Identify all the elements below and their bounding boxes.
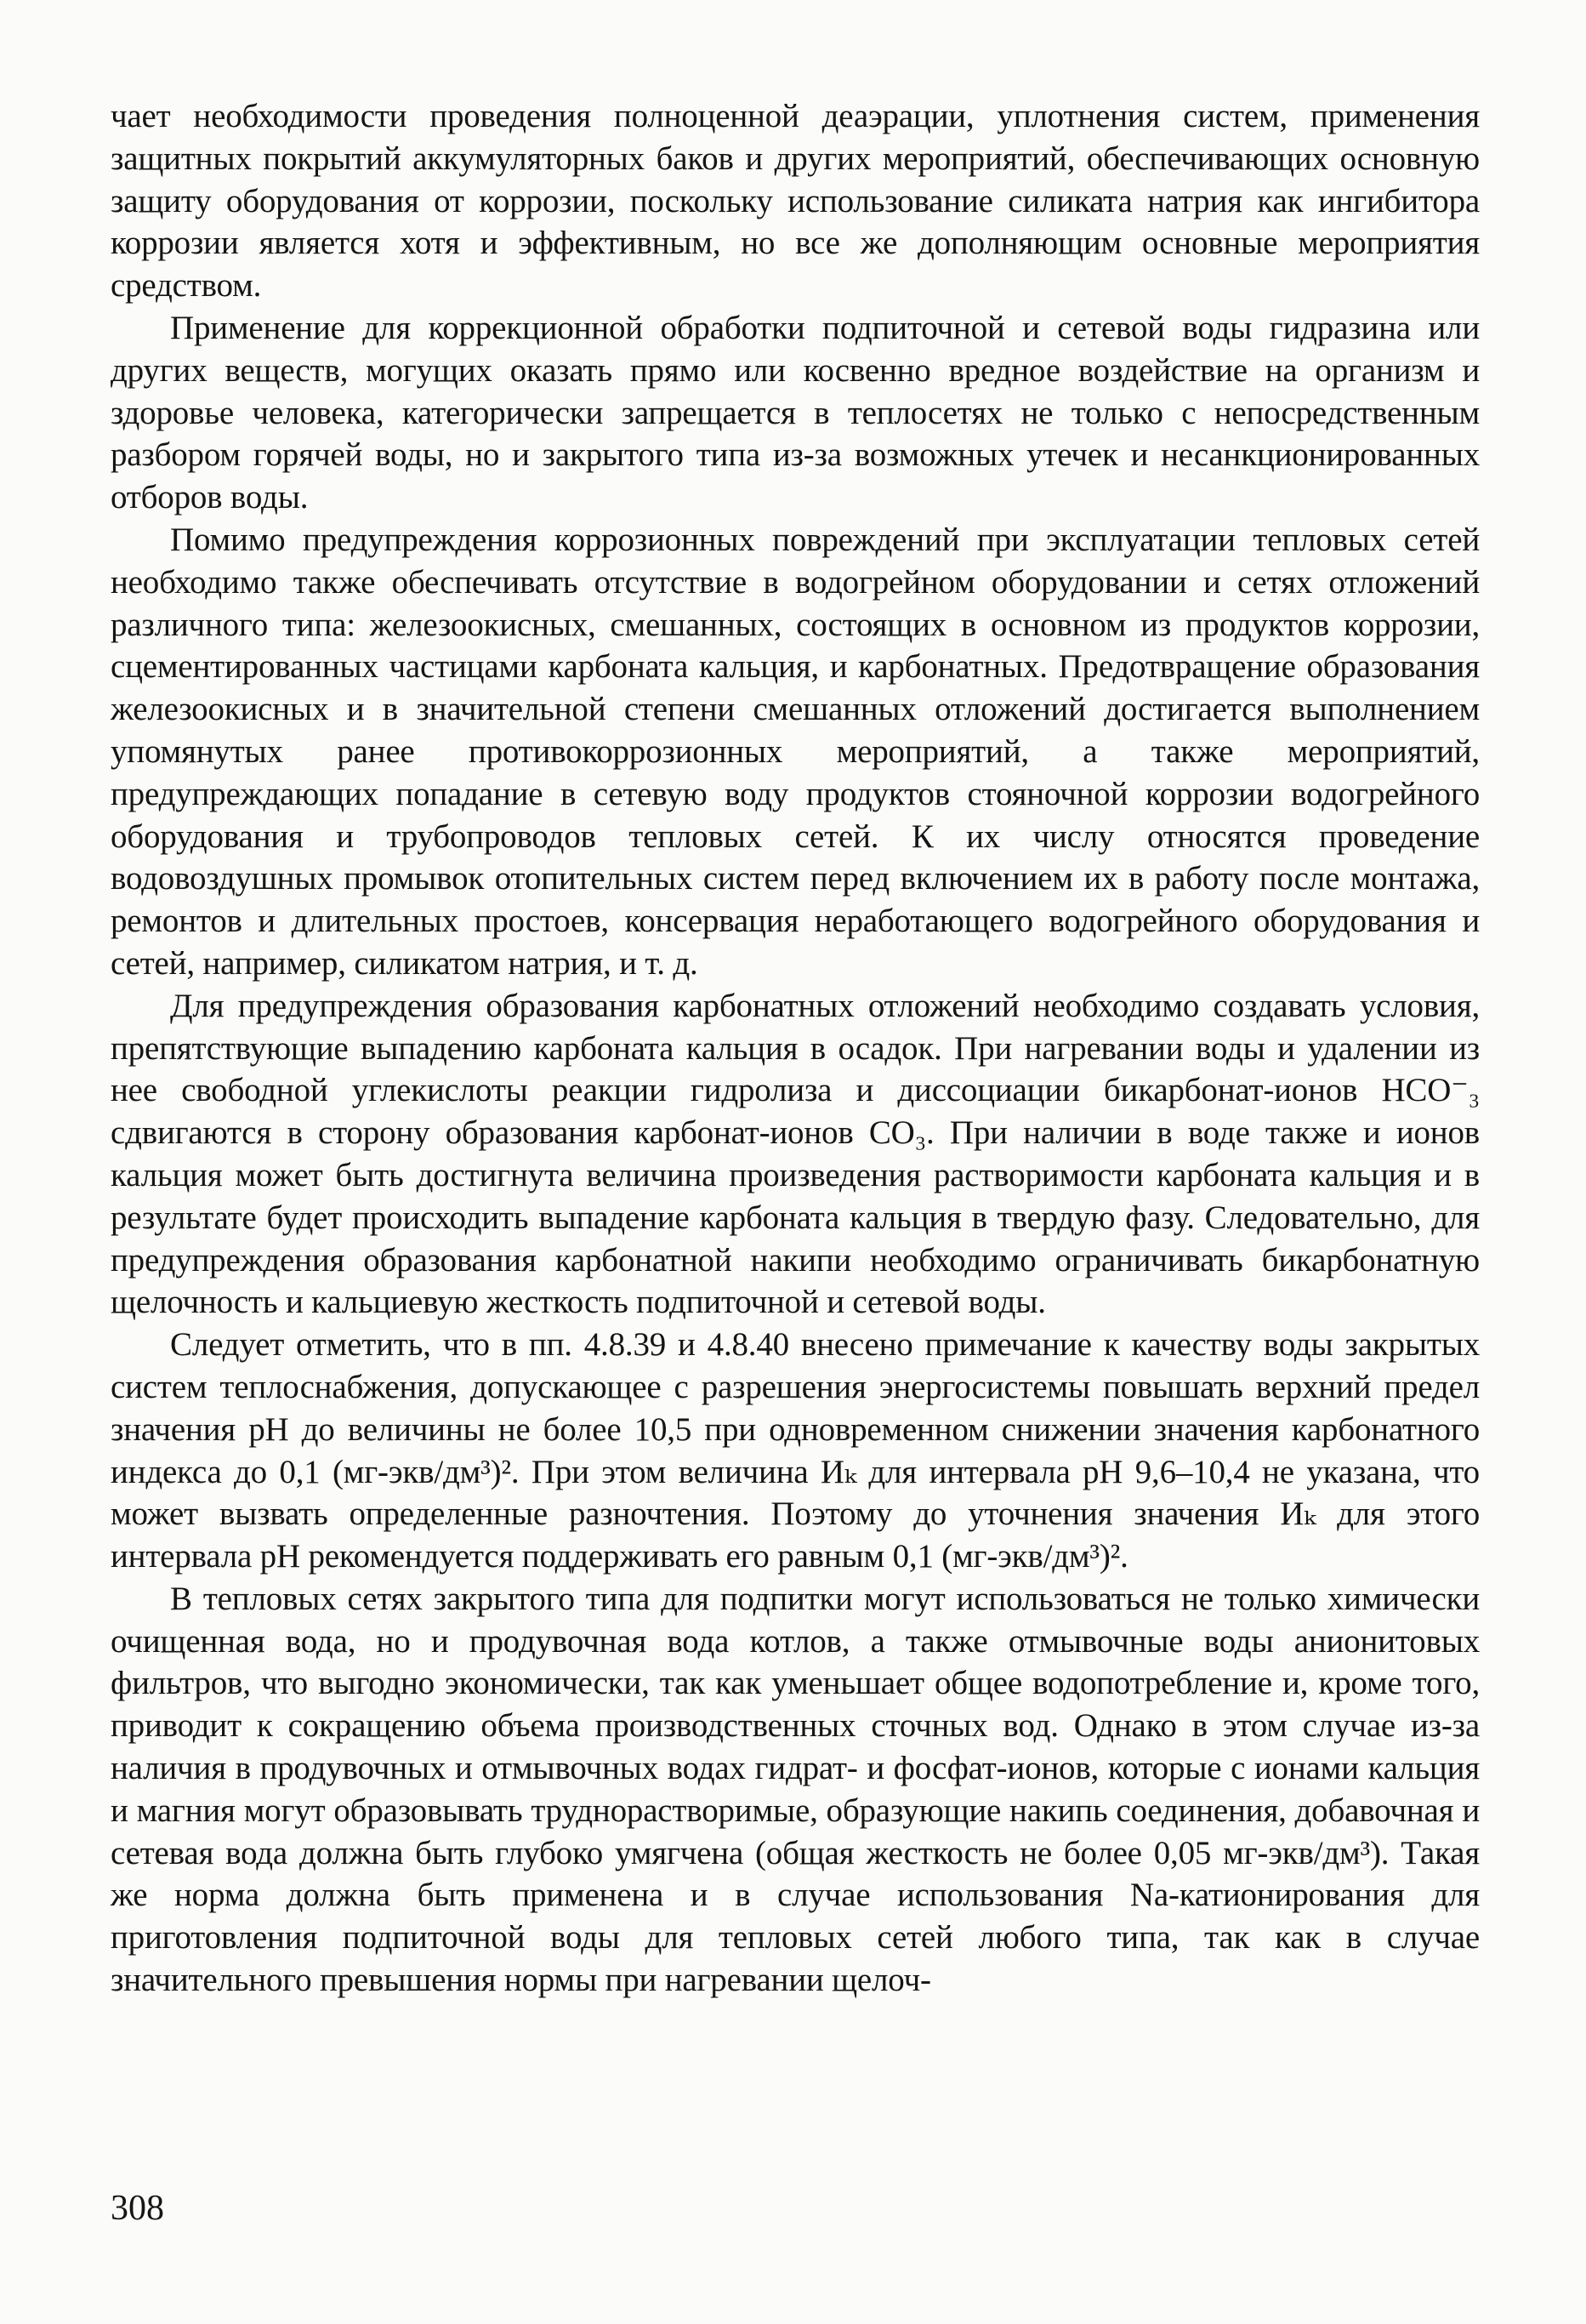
paragraph-carbonate: Для предупреждения образования карбонатных отложений необходимо создавать условия, препятствующие выпадению карбоната кальция в осадок. При нагревании воды и удалении из нее свободной углекислоты реакции гидролиза и диссоциации бикарбонат-ионов HCO⁻₃ сдвигаются в сторону образования карбонат-ионов CO₃. При наличии в воде также и ионов кальция может быть достигнута величина произведения растворимости карбоната кальция и в результате будет происходить выпадение карбоната кальция в твердую фазу. Следовательно, для предупреждения образования карбонатной накипи необходимо ограничивать бикарбонатную щелочность и кальциевую жесткость подпиточной и сетевой воды. [111,987,1480,1321]
paragraph-deposits: Помимо предупреждения коррозионных повреждений при эксплуатации тепловых сетей необходимо также обеспечивать отсутствие в водогрейном оборудовании и сетях отложений различного типа: железоокисных, смешанных, состоящих в основном из продуктов коррозии, сцементированных частицами карбоната кальция, и карбонатных. Предотвращение образования железоокисных и в значительной степени смешанных отложений достигается выполнением упомянутых ранее противокоррозионных мероприятий, а также мероприятий, предупреждающих попадание в сетевую воду продуктов стояночной коррозии водогрейного оборудования и трубопроводов тепловых сетей. К их числу относятся проведение водовоздушных промывок отопительных систем перед включением их в работу после монтажа, ремонтов и длительных простоев, консервация неработающего водогрейного оборудования и сетей, например, силикатом натрия, и т. д. [111,521,1480,982]
page-body [111,95,1480,2002]
paragraph-continuation: чает необходимости проведения полноценной деаэрации, уплотнения систем, применения защитных покрытий аккумуляторных баков и других мероприятий, обеспечивающих основную защиту оборудования от коррозии, поскольку использование силиката натрия как ингибитора коррозии является хотя и эффективным, но все же дополняющим основные мероприятия средством. [111,98,1480,305]
book-page [111,95,1480,2290]
paragraph-makeup-water: В тепловых сетях закрытого типа для подпитки могут использоваться не только химически очищенная вода, но и продувочная вода котлов, а также отмывочные воды анионитовых фильтров, что выгодно экономически, так как уменьшает общее водопотребление и, кроме того, приводит к сокращению объема производственных сточных вод. Однако в этом случае из-за наличия в продувочных и отмывочных водах гидрат- и фосфат-ионов, которые с ионами кальция и магния могут образовывать труднорастворимые, образующие накипь соединения, добавочная и сетевая вода должна быть глубоко умягчена (общая жесткость не более 0,05 мг-экв/дм³). Такая же норма должна быть применена и в случае использования Na-катионирования для приготовления подпиточной воды для тепловых сетей любого типа, так как в случае значительного превышения нормы при нагревании щелоч- [111,1580,1480,1999]
paragraph-hydrazine: Применение для коррекционной обработки подпиточной и сетевой воды гидразина или других веществ, могущих оказать прямо или косвенно вредное воздействие на организм и здоровье человека, категорически запрещается в теплосетях не только с непосредственным разбором горячей воды, но и закрытого типа из-за возможных утечек и несанкционированных отборов воды. [111,309,1480,516]
paragraph-ph-note: Следует отметить, что в пп. 4.8.39 и 4.8.40 внесено примечание к качеству воды закрытых систем теплоснабжения, допускающее с разрешения энергосистемы повышать верхний предел значения pH до величины не более 10,5 при одновременном снижении значения карбонатного индекса до 0,1 (мг-экв/дм³)². При этом величина Иₖ для интервала pH 9,6–10,4 не указана, что может вызвать определенные разночтения. Поэтому до уточнения значения Иₖ для этого интервала pH рекомендуется поддерживать его равным 0,1 (мг-экв/дм³)². [111,1326,1480,1575]
page-number: 308 [111,2189,164,2228]
